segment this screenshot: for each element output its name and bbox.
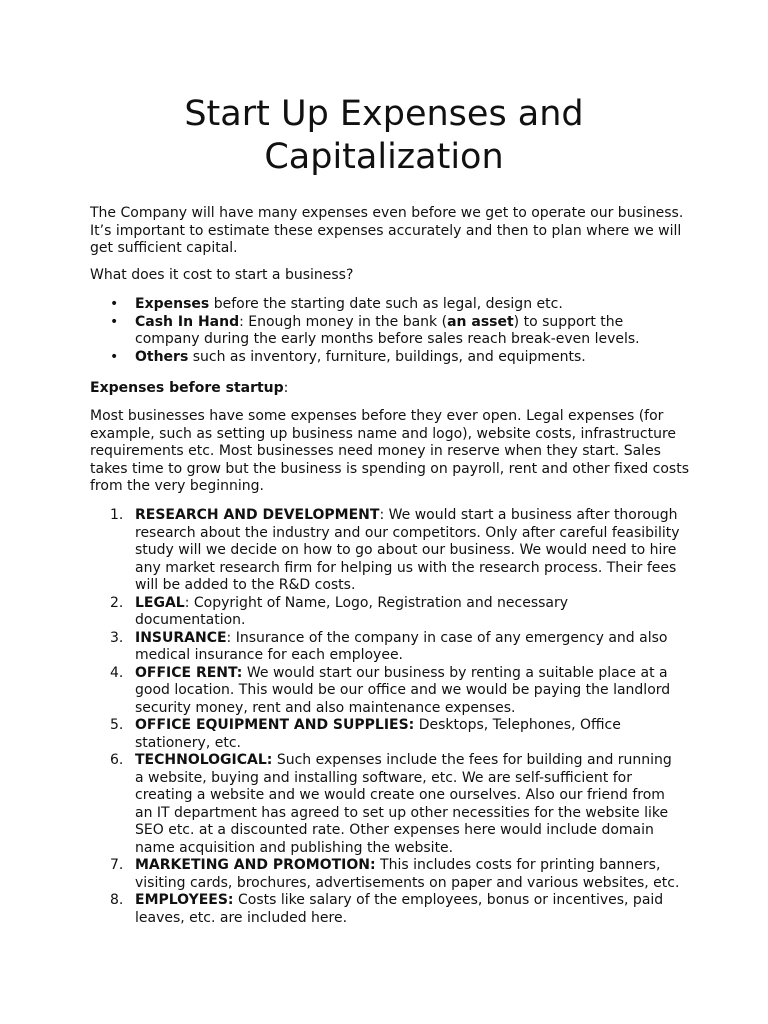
item-number: 7. <box>110 857 124 873</box>
bullet-bold: Others <box>135 348 189 365</box>
bullet-text: : Enough money in the bank ( <box>239 313 448 330</box>
item-number: 8. <box>110 892 124 908</box>
item-heading: OFFICE EQUIPMENT AND SUPPLIES: <box>135 717 415 733</box>
bullet-list <box>90 296 690 366</box>
list-item <box>90 717 680 752</box>
item-text: Desktops, Telephones, Office stationery, etc. <box>135 717 621 751</box>
bullet-item <box>90 296 690 314</box>
item-text: Such expenses include the fees for building and running a website, buying and installing software, etc. We are self-sufficient for creating a website and we would create one ourselves. Also our friend from an IT department has agreed to set up other necessities for the website like SEO etc. at a discounted rate. Other expenses here would include domain name acquisition and publishing the website. <box>135 752 672 856</box>
bullet-bold: Cash In Hand <box>135 313 240 330</box>
item-text: We would start our business by renting a suitable place at a good location. This would be our office and we would be paying the landlord security money, rent and also maintenance expenses. <box>135 664 671 716</box>
intro-paragraph: The Company will have many expenses even before we get to operate our business. It’s important to estimate these expenses accurately and then to plan where we will get sufficient capital. <box>90 205 684 256</box>
item-text: : Insurance of the company in case of any emergency and also medical insurance for each employee. <box>135 629 668 663</box>
item-number: 4. <box>110 664 124 681</box>
item-heading: TECHNOLOGICAL: <box>135 752 273 768</box>
section-paragraph: Most businesses have some expenses before they ever open. Legal expenses (for example, such as setting up business name and logo), website costs, infrastructure requirements etc. Most businesses need money in reserve when they start. Sales takes time to grow but the business is spending on payroll, rent and other fixed costs from the very beginning. <box>90 408 690 494</box>
page-title <box>0 93 768 179</box>
bullet-text: before the starting date such as legal, design etc. <box>209 296 563 312</box>
title-line-2: Capitalization <box>264 137 504 177</box>
item-text: : We would start a business after thorough research about the industry and our competitors. Only after careful feasibility study will we decide on how to go about our business. We would need to hire any market research firm for helping us with the research process. Their fees will be added to the R&D costs. <box>135 507 680 593</box>
item-number: 3. <box>110 629 124 646</box>
item-number: 5. <box>110 717 124 733</box>
list-item <box>90 752 680 857</box>
item-text: This includes costs for printing banners, visiting cards, brochures, advertisements on paper and various websites, etc. <box>135 857 680 891</box>
bullet-item <box>90 314 690 349</box>
section-heading-colon: : <box>283 380 289 396</box>
item-heading: MARKETING AND PROMOTION: <box>135 857 376 873</box>
list-item <box>90 630 680 665</box>
item-heading: LEGAL <box>135 594 185 611</box>
item-heading: RESEARCH AND DEVELOPMENT <box>135 507 380 523</box>
bullet-bold-inline: an asset <box>447 313 514 330</box>
list-item <box>90 507 680 595</box>
list-item <box>90 595 680 630</box>
item-number: 2. <box>110 594 124 611</box>
list-item <box>90 892 680 927</box>
question-paragraph: What does it cost to start a business? <box>90 267 354 283</box>
item-text: : Copyright of Name, Logo, Registration and necessary documentation. <box>135 594 569 628</box>
section-heading <box>90 380 690 398</box>
list-item <box>90 857 680 892</box>
section-heading-label: Expenses before startup <box>90 380 284 396</box>
title-line-1: Start Up Expenses and <box>184 94 584 134</box>
bullet-text: such as inventory, furniture, buildings, and equipments. <box>188 348 586 365</box>
list-item <box>90 665 680 718</box>
item-number: 6. <box>110 752 124 768</box>
bullet-text-2: ) to support the company during the early months before sales reach break-even levels. <box>135 313 640 347</box>
item-text: Costs like salary of the employees, bonus or incentives, paid leaves, etc. are included here. <box>135 892 664 926</box>
item-heading: EMPLOYEES: <box>135 892 234 908</box>
bullet-item <box>90 349 690 367</box>
bullet-bold: Expenses <box>135 296 210 312</box>
item-number: 1. <box>110 507 124 523</box>
item-heading: INSURANCE <box>135 629 227 646</box>
numbered-list <box>90 507 680 927</box>
item-heading: OFFICE RENT: <box>135 664 243 681</box>
